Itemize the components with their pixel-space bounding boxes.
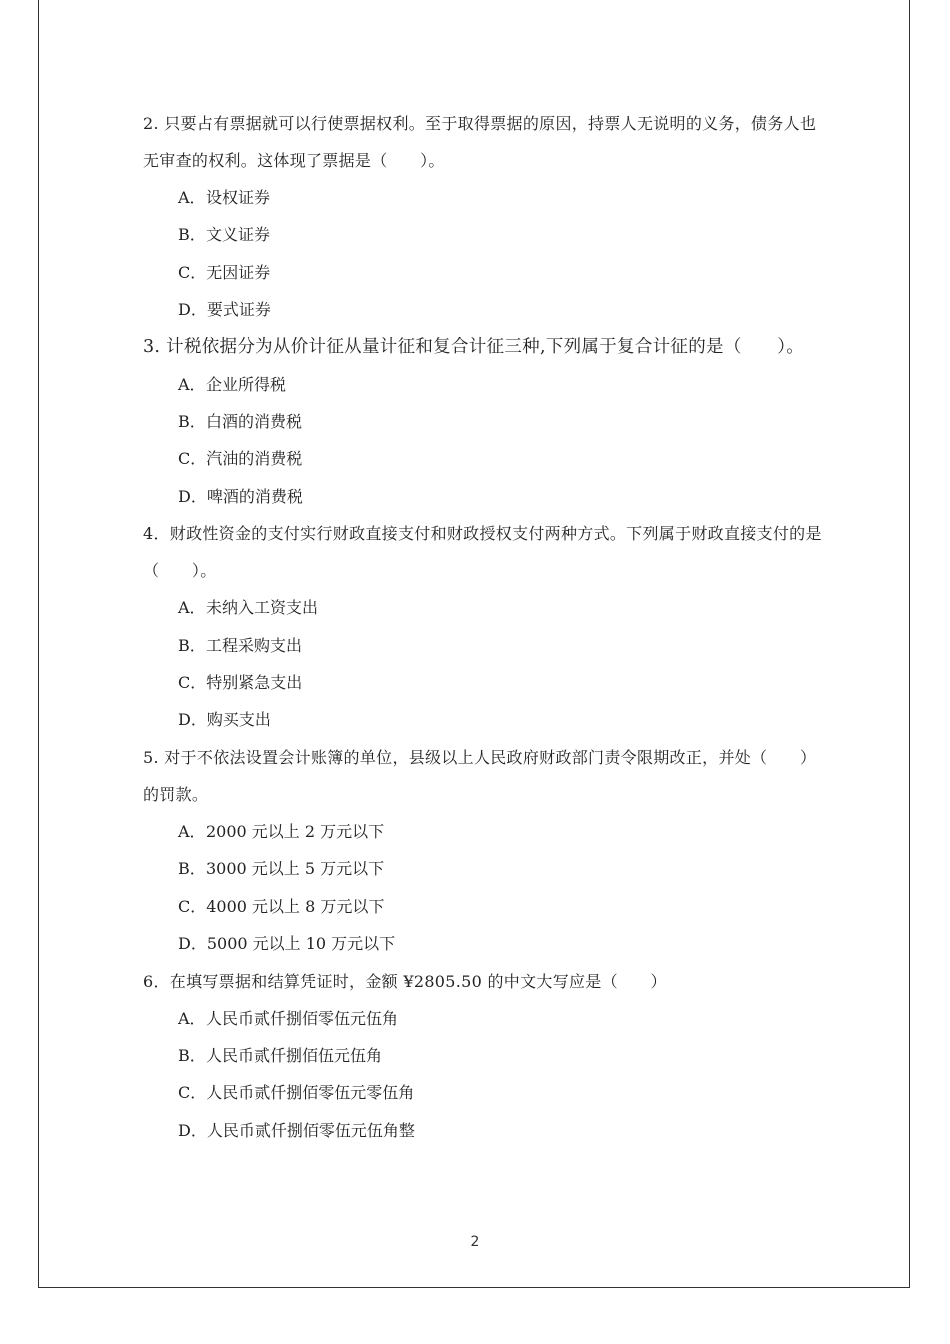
option-letter: A． xyxy=(178,821,206,841)
question-list xyxy=(143,105,823,1149)
option-text: 无因证券 xyxy=(206,262,271,282)
option-letter: A． xyxy=(178,1008,206,1028)
question-text: 6．在填写票据和结算凭证时，金额 ¥2805.50 的中文大写应是（ ） xyxy=(143,971,667,991)
option-text: 工程采购支出 xyxy=(206,635,303,655)
option-d xyxy=(143,925,823,962)
question-text: 5. 对于不依法设置会计账簿的单位，县级以上人民政府财政部门责令限期改正，并处（ ）的罚款。 xyxy=(143,747,817,804)
option-c xyxy=(143,664,823,701)
option-c xyxy=(143,1074,823,1111)
option-d xyxy=(143,478,823,515)
option-letter: D． xyxy=(178,1120,207,1140)
option-c xyxy=(143,888,823,925)
question-6 xyxy=(143,963,823,1150)
option-text: 人民币贰仟捌佰零伍元伍角 xyxy=(206,1008,399,1028)
option-letter: B． xyxy=(178,225,206,245)
option-d xyxy=(143,291,823,328)
option-text: 要式证券 xyxy=(206,300,271,320)
option-letter: D． xyxy=(178,934,207,954)
option-text: 文义证券 xyxy=(206,225,271,245)
option-letter: C． xyxy=(178,1083,207,1103)
option-text: 5000 元以上 10 万元以下 xyxy=(206,934,396,954)
option-text: 特别紧急支出 xyxy=(206,673,303,693)
option-text: 4000 元以上 8 万元以下 xyxy=(206,896,385,916)
option-letter: A． xyxy=(178,188,206,207)
option-text: 白酒的消费税 xyxy=(206,412,303,432)
option-text: 购买支出 xyxy=(206,710,271,730)
option-d xyxy=(143,701,823,738)
option-a xyxy=(143,1000,823,1037)
question-3 xyxy=(143,329,823,516)
option-c xyxy=(143,440,823,477)
option-letter: B． xyxy=(178,859,206,879)
option-letter: C． xyxy=(178,673,207,693)
option-text: 设权证券 xyxy=(206,188,271,207)
option-letter: B． xyxy=(178,412,206,432)
option-text: 啤酒的消费税 xyxy=(206,486,303,506)
option-text: 企业所得税 xyxy=(206,374,287,394)
option-letter: C． xyxy=(178,896,207,916)
page-number: 2 xyxy=(470,1234,480,1250)
option-letter: C． xyxy=(178,262,207,282)
option-a xyxy=(143,589,823,626)
option-text: 人民币贰仟捌佰零伍元零伍角 xyxy=(206,1083,415,1103)
option-letter: D． xyxy=(178,300,207,320)
option-b xyxy=(143,850,823,887)
option-text: 2000 元以上 2 万元以下 xyxy=(206,821,385,841)
option-b xyxy=(143,627,823,664)
option-b xyxy=(143,1037,823,1074)
option-text: 人民币贰仟捌佰伍元伍角 xyxy=(206,1045,383,1065)
option-b xyxy=(143,216,823,253)
option-letter: B． xyxy=(178,1045,206,1065)
question-text: 2. 只要占有票据就可以行使票据权利。至于取得票据的原因，持票人无说明的义务，债务人也无审查的权利。这体现了票据是（ ）。 xyxy=(143,114,817,170)
option-text: 人民币贰仟捌佰零伍元伍角整 xyxy=(206,1120,415,1140)
option-letter: D． xyxy=(178,710,207,730)
option-text: 未纳入工资支出 xyxy=(206,598,319,618)
option-letter: C． xyxy=(178,449,207,469)
option-b xyxy=(143,403,823,440)
option-a xyxy=(143,179,823,216)
option-d xyxy=(143,1112,823,1149)
option-letter: A． xyxy=(178,374,206,394)
question-4 xyxy=(143,515,823,739)
question-2 xyxy=(143,105,823,329)
option-letter: D． xyxy=(178,486,207,506)
question-text: 3. 计税依据分为从价计征从量计征和复合计征三种,下列属于复合计征的是（ ）。 xyxy=(143,336,805,357)
option-c xyxy=(143,254,823,291)
option-letter: B． xyxy=(178,635,206,655)
option-text: 3000 元以上 5 万元以下 xyxy=(206,859,385,879)
option-text: 汽油的消费税 xyxy=(206,449,303,469)
question-text: 4．财政性资金的支付实行财政直接支付和财政授权支付两种方式。下列属于财政直接支付的是（ ）。 xyxy=(143,524,822,581)
option-letter: A． xyxy=(178,598,206,618)
question-5 xyxy=(143,739,823,963)
option-a xyxy=(143,813,823,850)
option-a xyxy=(143,366,823,403)
